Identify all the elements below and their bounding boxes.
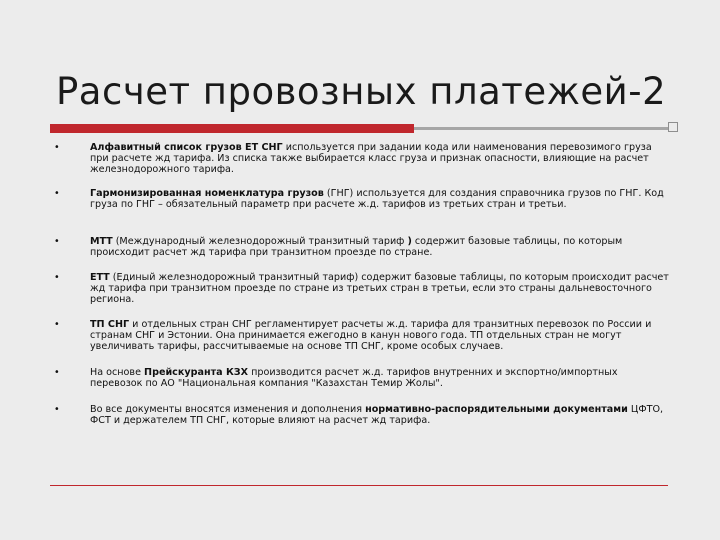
list-item [54,273,669,305]
list-item [54,405,669,427]
footer-rule-line [50,485,668,486]
list-item [54,320,669,352]
list-item-text: Во все документы вносятся изменения и дополнения нормативно-распорядительными документами ЦФТО, ФСТ и держателем ТП СНГ, которые влияют на расчет жд тарифа. [90,404,664,426]
bullet-icon: • [54,188,60,199]
item-bold-term: ) [407,236,412,247]
corner-square-decoration [668,122,678,132]
list-item-text: МТТ (Международный железнодорожный транзитный тариф ) содержит базовые таблицы, по которым происходит расчет жд тарифа при транзитном проезде по стране. [90,236,623,258]
bullet-icon: • [54,142,60,153]
bullet-icon: • [54,272,60,283]
bullet-icon: • [54,367,60,378]
title-accent-bar [50,124,414,133]
list-item-text: Гармонизированная номенклатура грузов (ГНГ) используется для создания справочника грузов по ГНГ. Код груза по ГНГ – обязательный параметр при расчете ж.д. тарифов из третьих стран и третьи. [90,188,664,210]
item-bold-term: Прейскуранта КЗХ [144,367,249,378]
list-item-text: ТП СНГ и отдельных стран СНГ регламентирует расчеты ж.д. тарифа для транзитных перевозок по России и странам СНГ и Эстонии. Она принимается ежегодно в канун нового года. ТП отдельных стран не могут увеличивать тарифы, рассчитываемые на основе ТП СНГ, кроме особых случаев. [90,319,652,352]
list-item [54,237,669,259]
item-bold-term: ТП СНГ [90,319,130,330]
bullet-icon: • [54,404,60,415]
list-item-text: На основе Прейскуранта КЗХ производится расчет ж.д. тарифов внутренних и экспортно/импортных перевозок по АО "Национальная компания "Казахстан Темир Жолы". [90,367,618,389]
slide-title: Расчет провозных платежей-2 [56,70,667,113]
list-item [54,368,669,390]
list-item-text: Алфавитный список грузов ЕТ СНГ используется при задании кода или наименования перевозимого груза при расчете жд тарифа. Из списка также выбирается класс груза и признак опасности, влияющие на расчет железнодорожного тарифа. [90,142,652,175]
item-bold-term: ЕТТ [90,272,110,283]
item-bold-term: МТТ [90,236,113,247]
list-item-text: ЕТТ (Единый железнодорожный транзитный тариф) содержит базовые таблицы, по которым происходит расчет жд тарифа при транзитном проезде по стране из третьих стран в третьи, если это страны дальневосточного региона. [90,272,669,305]
item-bold-term: Алфавитный список грузов ЕТ СНГ [90,142,283,153]
title-rule-line [414,127,668,130]
bullet-icon: • [54,319,60,330]
item-bold-term: Гармонизированная номенклатура грузов [90,188,324,199]
bullet-icon: • [54,236,60,247]
list-item [54,143,669,175]
list-item [54,189,669,211]
item-bold-term: нормативно-распорядительными документами [365,404,628,415]
